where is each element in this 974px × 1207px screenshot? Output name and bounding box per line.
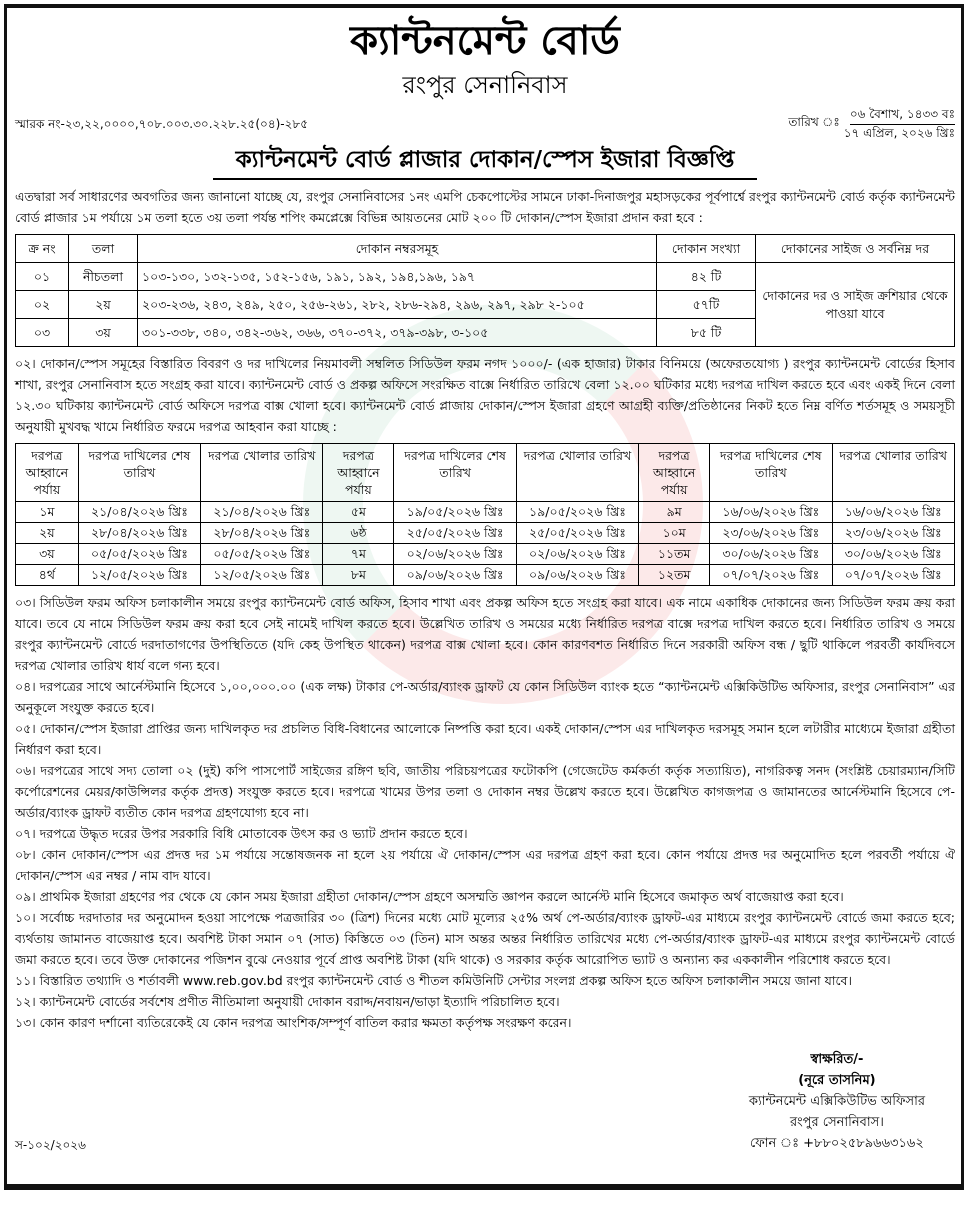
schedule-table: [15, 443, 955, 586]
table-cell: ৫ম: [323, 502, 394, 523]
table-cell: ২১/০৪/২০২৬ খ্রিঃ: [78, 502, 200, 523]
table-cell: ০২/০৬/২০২৬ খ্রিঃ: [394, 544, 516, 565]
signed-text: স্বাক্ষরিত/-: [810, 1052, 864, 1067]
table-cell: ১৬/০৬/২০২৬ খ্রিঃ: [832, 502, 954, 523]
conditions-list: [15, 592, 955, 1033]
table-cell: ১ম: [16, 502, 79, 523]
condition-paragraph: ১০। সর্বোচ্চ দরদাতার দর অনুমোদন হওয়া সাপেক্ষে পত্রজারির ৩০ (ত্রিশ) দিনের মধ্যে মোট মূল্যের ২৫% অর্থ পে-অর্ডার/ব্যাংক ড্রাফট-এর মাধ্যমে রংপুর ক্যান্টনমেন্ট বোর্ডে জমা করতে হবে; ব্যর্থতায় জামানত বাজেয়াপ্ত হবে। অবশিষ্ট টাকা সমান ০৭ (সাত) কিস্তিতে ০৩ (তিন) মাস অন্তর অন্তর নির্ধারিত তারিখের মধ্যে পে-অর্ডার/ব্যাংক ড্রাফট-এর মাধ্যমে রংপুর ক্যান্টনমেন্ট বোর্ডে জমা করতে হবে। তবে উক্ত দোকানের পজিশন বুঝে নেওয়ার পূর্বে প্রাপ্ত অবশিষ্ট টাকা (যদি থাকে) ও সরকার কর্তৃক আরোপিত ভ্যাট ও অন্যান্য কর এককালীন পরিশোধ করতে হবে।: [15, 910, 955, 967]
table-cell: ২৩/০৬/২০২৬ খ্রিঃ: [710, 523, 832, 544]
cell-sl: ০২: [16, 291, 69, 319]
paragraph-02: ০২। দোকান/স্পেস সমূহের বিস্তারিত বিবরণ ও দর দাখিলের নিয়মাবলী সম্বলিত সিডিউল ফরম নগদ ১০০০/- (এক হাজার) টাকার বিনিময়ে (অফেরতযোগ্য ) রংপুর ক্যান্টনমেন্ট বোর্ডের হিসাব শাখা, রংপুর সেনানিবাস হতে সংগ্রহ করা যাবে। ক্যান্টনমেন্ট বোর্ড ও প্রকল্প অফিসে সংরক্ষিত বাক্সে নির্ধারিত তারিখে বেলা ১২.০০ ঘটিকার মধ্যে দরপত্র দাখিল করতে হবে এবং একই দিনে বেলা ১২.৩০ ঘটিকায় ক্যান্টনমেন্ট বোর্ড অফিসে দরপত্র বাক্স খোলা হবে। ক্যান্টনমেন্ট বোর্ড প্লাজায় দোকান/স্পেস ইজারা গ্রহণে আগ্রহী ব্যক্তি/প্রতিষ্ঠানের নিকট হতে নিম্ন বর্ণিত শর্তসমূহ ও সময়সূচী অনুযায়ী মুখবদ্ধ খামে নির্ধারিত ফরমে দরপত্র আহবান করা যাচ্ছে :: [15, 356, 955, 434]
condition-paragraph: ০৮। কোন দোকান/স্পেস এর প্রদত্ত দর ১ম পর্যায়ে সন্তোষজনক না হলে ২য় পর্যায়ে ঐ দোকান/স্পেস এর দরপত্র গ্রহণ করা হবে। কোন পর্যায়ে প্রদত্ত দর অনুমোদিত হলে পরবর্তী পর্যায়ে ঐ দোকান/স্পেস এর নম্বর / নাম বাদ যাবে।: [15, 847, 955, 883]
shop-table: [15, 234, 955, 347]
condition-paragraph: ০৪। দরপত্রের সাথে আর্নেস্টমানি হিসেবে ১,০০,০০০.০০ (এক লক্ষ) টাকার পে-অর্ডার/ব্যাংক ড্রাফট যে কোন সিডিউল ব্যাংক হতে “ক্যান্টনমেন্ট এক্সিকিউটিভ অফিসার, রংপুর সেনানিবাস” এর অনুকূলে সংযুক্ত করতে হবে।: [15, 679, 955, 715]
table-cell: ২য়: [16, 523, 79, 544]
signatory-office: রংপুর সেনানিবাস।: [789, 1115, 884, 1130]
table-cell: ০৭/০৭/২০২৬ খ্রিঃ: [710, 565, 832, 586]
page-border: [4, 4, 964, 1190]
table-cell: ৪র্থ: [16, 565, 79, 586]
col-header: দরপত্র খোলার তারিখ: [201, 444, 323, 502]
table-cell: ৩য়: [16, 544, 79, 565]
cell-sl: ০৩: [16, 319, 69, 347]
table-cell: ১১তম: [639, 544, 710, 565]
table-cell: ২৮/০৪/২০২৬ খ্রিঃ: [78, 523, 200, 544]
org-subtitle: রংপুর সেনানিবাস: [402, 71, 568, 99]
condition-paragraph: ০৬। দরপত্রের সাথে সদ্য তোলা ০২ (দুই) কপি পাসপোর্ট সাইজের রঙ্গিণ ছবি, জাতীয় পরিচয়পত্রের ফটোকপি (গেজেটেড কর্মকর্তা কর্তৃক সত্যায়িত), নাগরিকত্ব সনদ (সংশ্লিষ্ট চেয়ারম্যান/সিটি কর্পোরেশনের মেয়র/কাউন্সিলর কর্তৃক প্রদত্ত) সংযুক্ত করতে হবে। দরপত্রে খামের উপর তলা ও দোকান নম্বর উল্লেখ করতে হবে। উল্লেখিত কাগজপত্র ও জামানতের আর্নেস্টমানি হিসেবে পে-অর্ডার/ব্যাংক ড্রাফট ব্যতীত কোন দরপত্র গ্রহণযোগ্য হবে না।: [15, 763, 955, 820]
org-title: ক্যান্টনমেন্ট বোর্ড: [350, 18, 620, 64]
condition-paragraph: ০৭। দরপত্রে উদ্ধৃত দরের উপর সরকারি বিধি মোতাবেক উৎস কর ও ভ্যাট প্রদান করতে হবে।: [15, 826, 468, 841]
condition-paragraph: ১১। বিস্তারিত তথ্যাদি ও শর্তাবলী www.reb.gov.bd রংপুর ক্যান্টনমেন্ট বোর্ড ও শীতল কমিউনিটি সেন্টার সংলগ্ন প্রকল্প অফিস হতে অফিস চলাকালীন সময়ে জানা যাবে।: [15, 973, 852, 988]
date-bangla: ০৬ বৈশাখ, ১৪৩৩ বঃ: [850, 106, 955, 125]
table-cell: ১০ম: [639, 523, 710, 544]
table-cell: ১৯/০৫/২০২৬ খ্রিঃ: [394, 502, 516, 523]
notice-title: ক্যান্টনমেন্ট বোর্ড প্লাজার দোকান/স্পেস ইজারা বিজ্ঞপ্তি: [235, 147, 735, 173]
table-row: [16, 502, 955, 523]
memo-number: স্মারক নং-২৩,২২,০০০০,৭০৮.০০৩.৩০.২২৮.২৫(০৪)-২৮৫: [15, 117, 308, 131]
signature-block: [749, 1049, 925, 1154]
condition-paragraph: ০৩। সিডিউল ফরম অফিস চলাকালীন সময়ে রংপুর ক্যান্টনমেন্ট বোর্ড অফিস, হিসাব শাখা এবং প্রকল্প অফিস হতে সংগ্রহ করা যাবে। এক নামে একাধিক দোকানের জন্য সিডিউল ফরম ক্রয় করা যাবে। তবে যে নামে সিডিউল ফরম ক্রয় করা হবে সেই নামেই দাখিল করতে হবে। উল্লেখিত তারিখ ও সময়ের মধ্যে নির্ধারিত দরপত্র বাক্সে দরপত্র দাখিল করতে হবে। নির্ধারিত তারিখ ও সময়ে রংপুর ক্যান্টনমেন্ট বোর্ডে দরদাতাগণের উপস্থিতিতে (যদি কেহ উপস্থিত থাকেন) দরপত্র বাক্স খোলা হবে। কোন কারণবশত নির্ধারিত দিনে সরকারী অফিস বন্ধ / ছুটি থাকিলে পরবর্তী কার্যদিবসে দরপত্র খোলার তারিখ ধার্য বলে গন্য হবে।: [15, 595, 955, 673]
col-header: দরপত্র আহ্বানে পর্যায়: [323, 444, 394, 502]
date-label: তারিখ ঃ: [788, 115, 840, 129]
cell-count: ৪২ টি: [657, 263, 756, 291]
cell-count: ৫৭টি: [657, 291, 756, 319]
table-cell: ১৯/০৫/২০২৬ খ্রিঃ: [516, 502, 638, 523]
table-cell: ২৮/০৪/২০২৬ খ্রিঃ: [201, 523, 323, 544]
table-row: [16, 544, 955, 565]
col-header: দরপত্র আহ্বানে পর্যায়: [639, 444, 710, 502]
title-underline: [213, 178, 757, 180]
cell-size-note: দোকানের দর ও সাইজ ক্রশিয়ার থেকে পাওয়া যাবে: [756, 263, 955, 347]
table-row: [16, 263, 955, 291]
condition-paragraph: ০৫। দোকান/স্পেস ইজারা প্রাপ্তির জন্য দাখিলকৃত দর প্রচলিত বিধি-বিধানের আলোকে নিষ্পত্তি করা হবে। একই দোকান/স্পেস এর দাখিলকৃত দরসমূহ সমান হলে লটারীর মাধ্যেমে ইজারা গ্রহীতা নির্ধারণ করা হবে।: [15, 721, 955, 757]
table-cell: ১২/০৫/২০২৬ খ্রিঃ: [78, 565, 200, 586]
table-row: [16, 565, 955, 586]
cell-shops: ৩০১-৩৩৮, ৩৪০, ৩৪২-৩৬২, ৩৬৬, ৩৭০-৩৭২, ৩৭৯-৩৯৮, ৩-১০৫: [138, 319, 657, 347]
col-header: দরপত্র দাখিলের শেষ তারিখ: [710, 444, 832, 502]
table-cell: ৮ম: [323, 565, 394, 586]
col-header: দরপত্র খোলার তারিখ: [516, 444, 638, 502]
col-header: দরপত্র দাখিলের শেষ তারিখ: [394, 444, 516, 502]
table-cell: ২৩/০৬/২০২৬ খ্রিঃ: [832, 523, 954, 544]
condition-paragraph: ১৩। কোন কারণ দর্শানো ব্যতিরেকেই যে কোন দরপত্র আংশিক/সম্পূর্ণ বাতিল করার ক্ষমতা কর্তৃপক্ষ সংরক্ষণ করেন।: [15, 1015, 572, 1030]
signatory-name: (নূরে তাসনিম): [798, 1073, 876, 1088]
table-cell: ৩০/০৬/২০২৬ খ্রিঃ: [710, 544, 832, 565]
signatory-phone: ফোন ঃ +৮৮০২৫৮৯৬৬৩১৬২: [750, 1136, 924, 1151]
table-cell: ২৫/০৫/২০২৬ খ্রিঃ: [394, 523, 516, 544]
table-cell: ৯ম: [639, 502, 710, 523]
col-header: দোকান সংখ্যা: [657, 235, 756, 263]
table-cell: ০৯/০৬/২০২৬ খ্রিঃ: [516, 565, 638, 586]
table-cell: ০২/০৬/২০২৬ খ্রিঃ: [516, 544, 638, 565]
table-cell: ৩০/০৬/২০২৬ খ্রিঃ: [832, 544, 954, 565]
table-row: [16, 523, 955, 544]
cell-shops: ২০৩-২৩৬, ২৪৩, ২৪৯, ২৫০, ২৫৬-২৬১, ২৮২, ২৮৬-২৯৪, ২৯৬, ২৯৭, ২৯৮ ২-১০৫: [138, 291, 657, 319]
signatory-designation: ক্যান্টনমেন্ট এক্সিকিউটিভ অফিসার: [748, 1094, 925, 1109]
table-cell: ২৫/০৫/২০২৬ খ্রিঃ: [516, 523, 638, 544]
col-header: দরপত্র দাখিলের শেষ তারিখ: [78, 444, 200, 502]
col-header: ক্র নং: [16, 235, 69, 263]
intro-paragraph: এতদ্বারা সর্ব সাধারণের অবগতির জন্য জানানো যাচ্ছে যে, রংপুর সেনানিবাসের ১নং এমপি চেকপোস্টের সামনে ঢাকা-দিনাজপুর মহাসড়কের পূর্বপার্শ্বে রংপুর ক্যান্টনমেন্ট বোর্ড কর্তৃক ক্যান্টনমেন্ট বোর্ড প্লাজার ১ম পর্যায়ে ১ম তলা হতে ৩য় তলা পর্যন্ত শপিং কমপ্লেক্সে বিভিন্ন আয়তনের মোট ২০০ টি দোকান/স্পেস ইজারা প্রদান করা হবে :: [15, 189, 955, 225]
reference-code: স-১০২/২০২৬: [15, 1138, 86, 1152]
date-block: [788, 106, 955, 142]
col-header: দরপত্র খোলার তারিখ: [832, 444, 954, 502]
footer-row: [15, 1049, 955, 1154]
cell-count: ৮৫ টি: [657, 319, 756, 347]
cell-floor: ৩য়: [69, 319, 138, 347]
table-cell: ০৯/০৬/২০২৬ খ্রিঃ: [394, 565, 516, 586]
table-cell: ১৬/০৬/২০২৬ খ্রিঃ: [710, 502, 832, 523]
col-header: তলা: [69, 235, 138, 263]
table-cell: ১২/০৫/২০২৬ খ্রিঃ: [201, 565, 323, 586]
condition-paragraph: ১২। ক্যান্টনমেন্ট বোর্ডের সর্বশেষ প্রণীত নীতিমালা অনুযায়ী দোকান বরাদ্দ/নবায়ন/ভাড়া ইত্যাদি পরিচালিত হবে।: [15, 994, 560, 1009]
memo-date-row: [15, 106, 955, 142]
table-cell: ৬ষ্ঠ: [323, 523, 394, 544]
col-header: দরপত্র আহ্বানে পর্যায়: [16, 444, 79, 502]
notice-content: [15, 14, 955, 1154]
table-cell: ০৭/০৭/২০২৬ খ্রিঃ: [832, 565, 954, 586]
col-header: দোকানের সাইজ ও সর্বনিম্ন দর: [756, 235, 955, 263]
cell-sl: ০১: [16, 263, 69, 291]
table-cell: ৭ম: [323, 544, 394, 565]
table-cell: ১২তম: [639, 565, 710, 586]
condition-paragraph: ০৯। প্রাথমিক ইজারা গ্রহণের পর থেকে যে কোন সময় ইজারা গ্রহীতা দোকান/স্পেস গ্রহণে অসম্মতি জ্ঞাপন করলে আর্নেস্ট মানি হিসেবে জমাকৃত অর্থ বাজেয়াপ্ত করা হবে।: [15, 889, 844, 904]
cell-floor: ২য়: [69, 291, 138, 319]
col-header: দোকান নম্বরসমূহ: [138, 235, 657, 263]
table-cell: ০৫/০৫/২০২৬ খ্রিঃ: [78, 544, 200, 565]
table-cell: ০৫/০৫/২০২৬ খ্রিঃ: [201, 544, 323, 565]
table-cell: ২১/০৪/২০২৬ খ্রিঃ: [201, 502, 323, 523]
cell-floor: নীচতলা: [69, 263, 138, 291]
cell-shops: ১০৩-১৩০, ১৩২-১৩৫, ১৫২-১৫৬, ১৯১, ১৯২, ১৯৪,১৯৬, ১৯৭: [138, 263, 657, 291]
date-english: ১৭ এপ্রিল, ২০২৬ খ্রিঃ: [843, 126, 955, 140]
